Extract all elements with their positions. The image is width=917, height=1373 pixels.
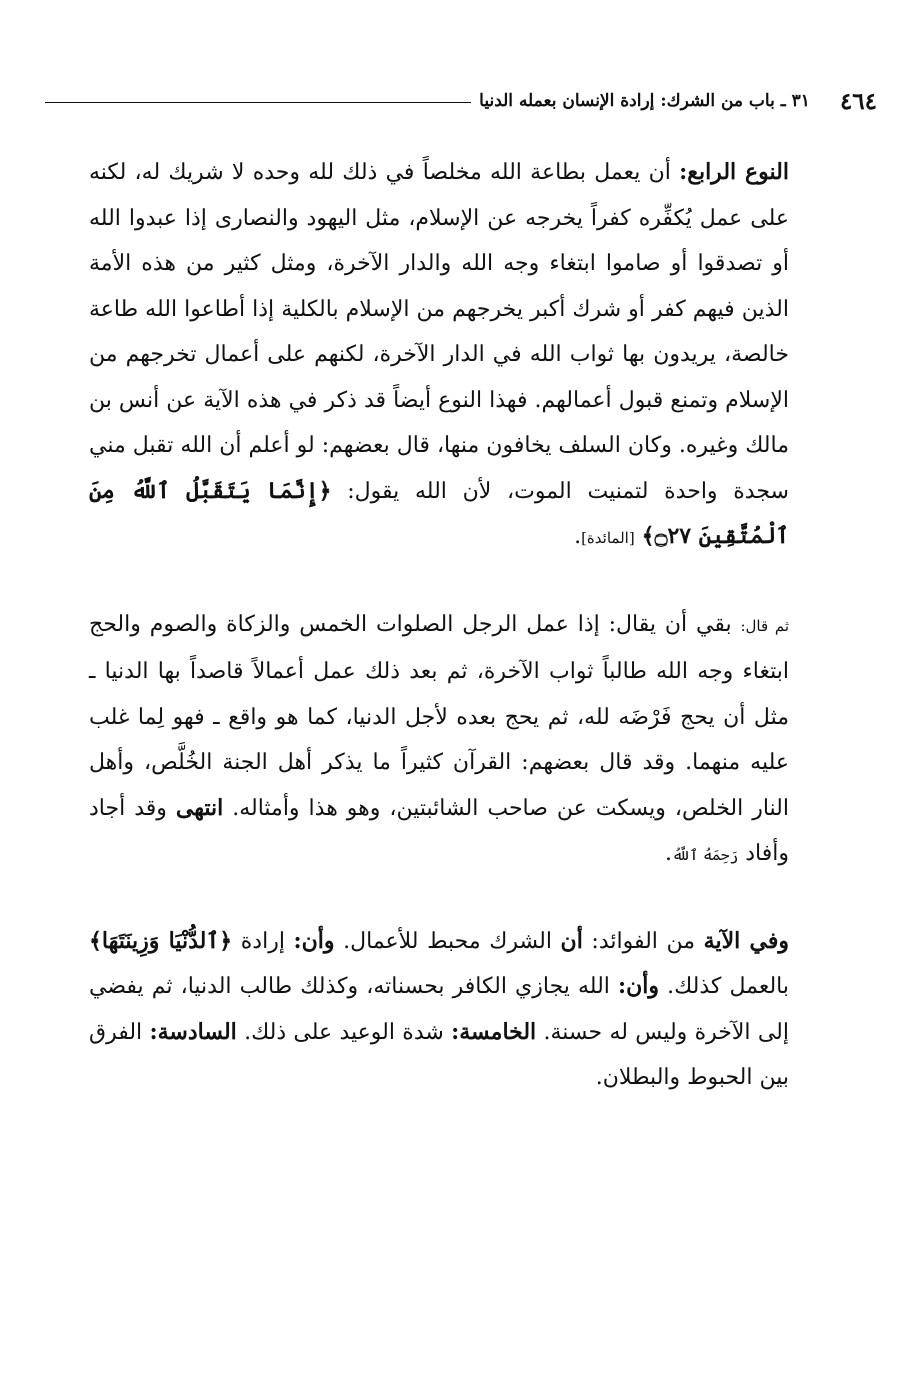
bold-keyword: أن bbox=[560, 927, 583, 954]
bold-keyword: وأن: bbox=[293, 927, 335, 954]
paragraph-end: . bbox=[574, 524, 582, 549]
quran-verse: ﴿إِنَّمَا يَتَقَبَّلُ ٱللَّهُ مِنَ ٱلْمُتَّقِينَ ۝٢٧﴾ bbox=[89, 477, 789, 549]
text-segment: من الفوائد: bbox=[582, 928, 704, 954]
paragraph-quote bbox=[89, 602, 789, 879]
paragraph-lead: ثم قال: bbox=[740, 616, 789, 635]
text-segment: إرادة bbox=[232, 928, 294, 954]
paragraph-tail: وقد أجاد وأفاد bbox=[89, 795, 789, 866]
page-number: ٤٦٤ bbox=[839, 87, 877, 115]
header-rule bbox=[45, 102, 471, 103]
text-segment: الشرك محبط للأعمال. bbox=[334, 928, 561, 954]
bold-keyword-fifth: الخامسة: bbox=[451, 1018, 537, 1045]
paragraph-text: أن يعمل بطاعة الله مخلصاً في ذلك لله وحده لا شريك له، لكنه على عمل يُكفِّره كفراً يخرجه عن الإسلام، مثل اليهود والنصارى إذا عبدوا الله أو تصدقوا أو صاموا ابتغاء وجه الله والدار الآخرة، ومثل كثير من هذه الأمة الذين فيهم كفر أو شرك أكبر يخرجهم من الإسلام بالكلية إذا أطاعوا الله طاعة خالصة، يريدون بها ثواب الله في الدار الآخرة، لكنهم على أعمال تخرجهم من الإسلام وتمنع قبول أعمالهم. فهذا النوع أيضاً قد ذكر في هذه الآية عن أنس بن مالك وغيره. وكان السلف يخافون منها، قال بعضهم: لو أعلم أن الله تقبل مني سجدة واحدة لتمنيت الموت، لأن الله يقول: bbox=[89, 160, 789, 504]
text-segment: الفرق بين الحبوط والبطلان. bbox=[89, 1019, 789, 1090]
text-segment: شدة الوعيد على ذلك. bbox=[236, 1019, 452, 1045]
text-segment: الله يجازي الكافر بحسناته، وكذلك طالب الدنيا، ثم يفضي إلى الآخرة وليس له حسنة. bbox=[89, 974, 789, 1045]
paragraph-lead: النوع الرابع: bbox=[679, 159, 789, 185]
paragraph-type-four bbox=[89, 150, 789, 562]
honorific-phrase: رَحِمَهُ ٱللَّهُ bbox=[671, 846, 739, 864]
verse-reference: [المائدة] bbox=[581, 529, 635, 547]
quran-verse: ﴿ٱلدُّنْيَا وَزِينَتَهَا﴾ bbox=[89, 927, 233, 954]
paragraph-text: بقي أن يقال: إذا عمل الرجل الصلوات الخمس والزكاة والصوم والحج ابتغاء وجه الله طالباً ثواب الآخرة، ثم بعد ذلك عمل أعمالاً قاصداً بها الدنيا ـ مثل أن يحج فَرْضَه لله، ثم يحج بعده لأجل الدنيا، كما هو واقع ـ فهو لِما غلب عليه منهما. وقد قال بعضهم: القرآن كثيراً ما يذكر أهل الجنة الخُلَّص، وأهل النار الخلص، ويسكت عن صاحب الشائبتين، وهو هذا وأمثاله. bbox=[89, 611, 789, 821]
text-segment: بالعمل كذلك. bbox=[659, 974, 789, 999]
page-header bbox=[45, 86, 877, 116]
paragraph-end: . bbox=[664, 841, 672, 866]
bold-keyword-sixth: السادسة: bbox=[149, 1018, 237, 1045]
paragraph-lead: وفي الآية bbox=[703, 927, 789, 954]
body-text bbox=[89, 150, 789, 1101]
running-title: ٣١ ـ باب من الشرك: إرادة الإنسان بعمله الدنيا bbox=[479, 91, 810, 111]
paragraph-benefits bbox=[89, 919, 789, 1101]
bold-word-intaha: انتهى bbox=[175, 794, 224, 821]
bold-keyword: وأن: bbox=[618, 973, 660, 999]
